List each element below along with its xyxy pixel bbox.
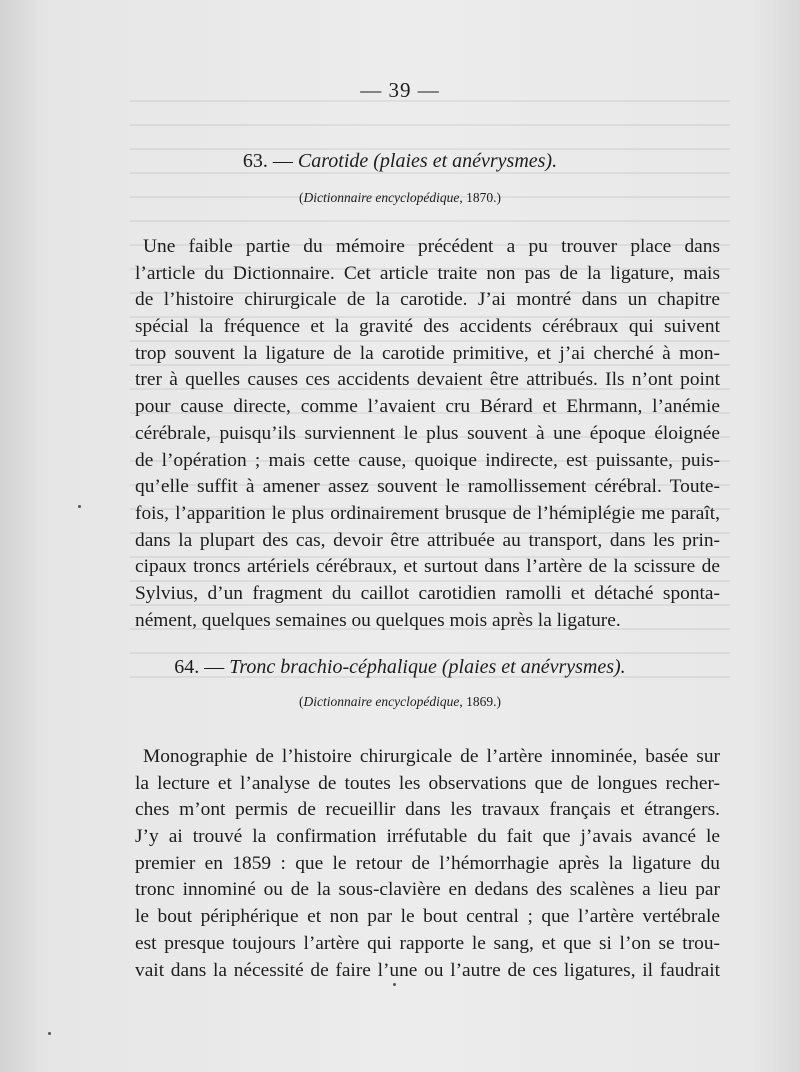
text-line: qu’elle suffit à amener assez souvent le ramollissement cérébral. Toute- (135, 476, 720, 498)
text-line: fois, l’apparition le plus ordinairement brusque de l’hémiplégie me paraît, (135, 502, 720, 524)
text-line: tronc innominé ou de la sous-clavière en dedans des scalènes a lieu par (135, 879, 720, 901)
text-line: vait dans la nécessité de faire l’une ou l’autre de ces ligatures, il faudrait (135, 959, 720, 981)
text-line: est presque toujours l’artère qui rapporte le sang, et que si l’on se trou- (135, 932, 720, 954)
text-line: l’article du Dictionnaire. Cet article traite non pas de la ligature, mais (135, 262, 720, 284)
text-line: trop souvent la ligature de la carotide primitive, et j’ai cherché à mon- (135, 342, 720, 364)
section-number: 64. — (174, 656, 225, 678)
text-line: cipaux troncs artériels cérébraux, et surtout dans l’artère de la scissure de (135, 556, 720, 578)
text-line: dans la plupart des cas, devoir être attribuée au transport, dans les prin- (135, 529, 720, 551)
section-64-body (135, 744, 720, 984)
section-63-body (135, 234, 720, 634)
text-line: premier en 1859 : que le retour de l’hémorrhagie après la ligature du (135, 852, 720, 874)
source-title: Dictionnaire encyclopédique (303, 190, 460, 205)
text-line: spécial la fréquence et la gravité des accidents cérébraux qui suivent (135, 316, 720, 338)
paper-speck (48, 1032, 51, 1035)
section-number: 63. — (242, 150, 293, 172)
paper-speck (393, 983, 396, 986)
text-line: pour cause directe, comme l’avaient cru Bérard et Ehrmann, l’anémie (135, 396, 720, 418)
page-number: — 39 — (360, 78, 440, 102)
section-63-source: (Dictionnaire encyclopédique, 1870.) (299, 190, 501, 205)
paper-speck (78, 505, 81, 508)
section-63-heading (0, 150, 800, 173)
text-line: Monographie de l’histoire chirurgicale de l’artère innominée, basée sur (143, 746, 720, 767)
text-line: la lecture et l’analyse de toutes les observations que de longues recher- (135, 772, 720, 794)
text-line: J’y ai trouvé la confirmation irréfutable du fait que j’avais avancé le (135, 826, 720, 848)
section-title: Tronc brachio-céphalique (plaies et anévrysmes). (229, 656, 626, 678)
text-line: trer à quelles causes ces accidents devaient être attribués. Ils n’ont point (135, 369, 720, 391)
text-line: cérébrale, puisqu’ils surviennent le plus souvent à une époque éloignée (135, 422, 720, 444)
section-64-heading (0, 656, 800, 679)
section-64-source: (Dictionnaire encyclopédique, 1869.) (299, 694, 501, 709)
text-line: le bout périphérique et non par le bout central ; que l’artère vertébrale (135, 906, 720, 928)
text-line: de l’histoire chirurgicale de la carotide. J’ai montré dans un chapitre (135, 289, 720, 311)
text-line: Sylvius, d’un fragment du caillot carotidien ramolli et détaché sponta- (135, 582, 720, 604)
source-title: Dictionnaire encyclopédique (303, 694, 460, 709)
section-title: Carotide (plaies et anévrysmes). (297, 150, 558, 172)
text-line: de l’opération ; mais cette cause, quoique indirecte, est puissante, puis- (135, 449, 720, 471)
text-line: ches m’ont permis de recueillir dans les travaux français et étrangers. (135, 799, 720, 821)
text-line: Une faible partie du mémoire précédent a pu trouver place dans (143, 236, 720, 257)
text-line: nément, quelques semaines ou quelques mois après la ligature. (135, 609, 621, 631)
